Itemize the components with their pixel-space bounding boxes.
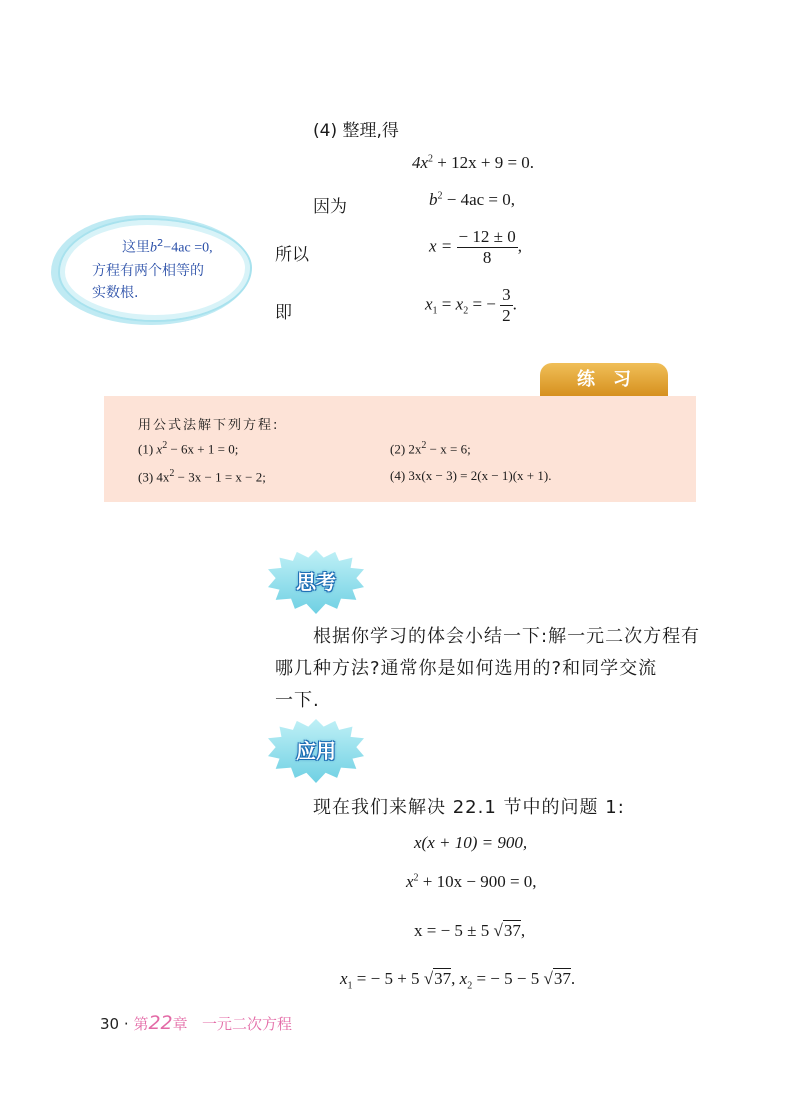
eq-exponent: 2 <box>437 190 443 202</box>
exercise-term: 4x <box>156 469 170 485</box>
callout-var: b <box>150 240 157 256</box>
eq-exponent: 2 <box>413 872 419 884</box>
exercise-rest: − x = 6; <box>426 441 471 457</box>
exercise-number: (1) <box>138 441 154 457</box>
eq-term: x = − 5 ± 5 <box>414 921 494 940</box>
fraction-numerator: − 12 ± 0 <box>458 227 516 246</box>
fraction-denominator: 8 <box>482 247 492 267</box>
chapter-title: 一元二次方程 <box>201 1015 292 1033</box>
exercise-term: 2x <box>408 441 422 457</box>
eq-exponent: 2 <box>428 153 434 165</box>
eq-tail: , <box>520 921 526 940</box>
equation-solution <box>429 228 522 267</box>
exercise-exponent: 2 <box>169 468 175 479</box>
step4-label: (4) 整理,得 <box>313 121 399 141</box>
sqrt-icon: √ <box>423 969 434 988</box>
eq-tail: , <box>517 236 522 256</box>
chapter-number: 22 <box>148 1012 173 1034</box>
apply-intro: 现在我们来解决 22.1 节中的问题 1: <box>313 797 625 818</box>
fraction <box>457 228 518 267</box>
equation-quadratic <box>412 153 534 173</box>
sqrt-icon: √ <box>493 921 503 940</box>
exercise-number: (2) <box>390 441 406 457</box>
eq-var: x <box>425 294 433 314</box>
eq-text: x(x + 10) = 900, <box>414 833 528 852</box>
eq-term: 4x <box>412 153 429 172</box>
equation-roots <box>425 286 517 325</box>
eq-radicand: 37 <box>553 969 571 988</box>
eq-radicand: 37 <box>503 921 521 940</box>
eq-rest: + 12x + 9 = 0. <box>433 153 535 172</box>
eq-subscript: 1 <box>347 980 353 992</box>
eq-var: x <box>455 294 464 314</box>
apply-eq-3 <box>414 921 525 941</box>
exercise-rest: − 3x − 1 = x − 2; <box>174 469 266 485</box>
page-number: 30 <box>100 1015 120 1033</box>
exercise-exponent: 2 <box>162 440 168 451</box>
think-line-2: 哪几种方法?通常你是如何选用的?和同学交流 <box>275 658 658 679</box>
callout-line-3: 实数根. <box>92 284 139 301</box>
exercise-4 <box>390 468 551 484</box>
practice-intro: 用公式法解下列方程: <box>138 418 280 433</box>
exercise-1 <box>138 440 238 457</box>
practice-tab: 练习 <box>540 363 668 397</box>
apply-heading: 应用 <box>296 739 336 763</box>
eq-var: x <box>459 969 468 988</box>
fraction-denominator: 2 <box>502 305 511 325</box>
eq-subscript: 2 <box>463 305 469 317</box>
eq-subscript: 2 <box>467 980 473 992</box>
chapter-label <box>133 1012 292 1034</box>
eq-var: x <box>340 969 348 988</box>
eq-lhs: x = <box>429 236 453 256</box>
eq-op: = − 5 − 5 <box>472 969 544 988</box>
fraction <box>500 286 513 325</box>
exercise-number: (3) <box>138 469 154 485</box>
eq-sep: , <box>451 969 460 988</box>
sqrt-icon: √ <box>543 969 553 988</box>
because-label: 因为 <box>313 197 347 217</box>
chapter-prefix: 第 <box>133 1015 149 1033</box>
callout-line-2: 方程有两个相等的 <box>92 262 204 279</box>
exercise-number: (4) <box>390 468 406 483</box>
callout-rest: −4ac =0, <box>163 240 213 256</box>
apply-eq-1 <box>414 833 527 853</box>
exercise-3 <box>138 468 266 485</box>
exercise-rest: − 6x + 1 = 0; <box>167 441 239 457</box>
ie-label: 即 <box>275 303 292 323</box>
eq-rest: − 4ac = 0, <box>442 190 516 209</box>
think-heading: 思考 <box>296 570 336 594</box>
eq-term: x <box>406 872 414 891</box>
exercise-term: x <box>156 441 163 457</box>
exercise-term: 3x(x − 3) = 2(x − 1)(x + 1). <box>408 468 552 483</box>
apply-eq-4 <box>340 969 575 991</box>
eq-subscript: 1 <box>432 305 438 317</box>
equation-discriminant <box>429 190 515 210</box>
practice-box <box>104 396 696 502</box>
eq-tail: . <box>512 294 517 314</box>
think-line-3: 一下. <box>275 690 320 711</box>
eq-term: b <box>429 190 438 209</box>
eq-tail: . <box>570 969 576 988</box>
exercise-exponent: 2 <box>421 440 427 451</box>
callout-text <box>92 233 242 304</box>
eq-op: = − <box>468 294 496 314</box>
exercise-2 <box>390 440 471 457</box>
eq-radicand: 37 <box>434 969 452 988</box>
footer-dot: · <box>123 1015 129 1033</box>
callout-prefix: 这里 <box>122 239 150 256</box>
page-footer <box>100 1012 292 1034</box>
callout-line-1 <box>92 233 242 260</box>
so-label: 所以 <box>275 245 309 265</box>
eq-op: = <box>437 294 456 314</box>
fraction-numerator: 3 <box>502 285 511 304</box>
eq-op: = − 5 + 5 <box>352 969 424 988</box>
chapter-suffix: 章 <box>172 1015 188 1033</box>
apply-eq-2 <box>406 872 537 892</box>
callout-exponent: 2 <box>157 238 164 249</box>
eq-rest: + 10x − 900 = 0, <box>418 872 537 891</box>
think-line-1: 根据你学习的体会小结一下:解一元二次方程有 <box>313 626 701 647</box>
